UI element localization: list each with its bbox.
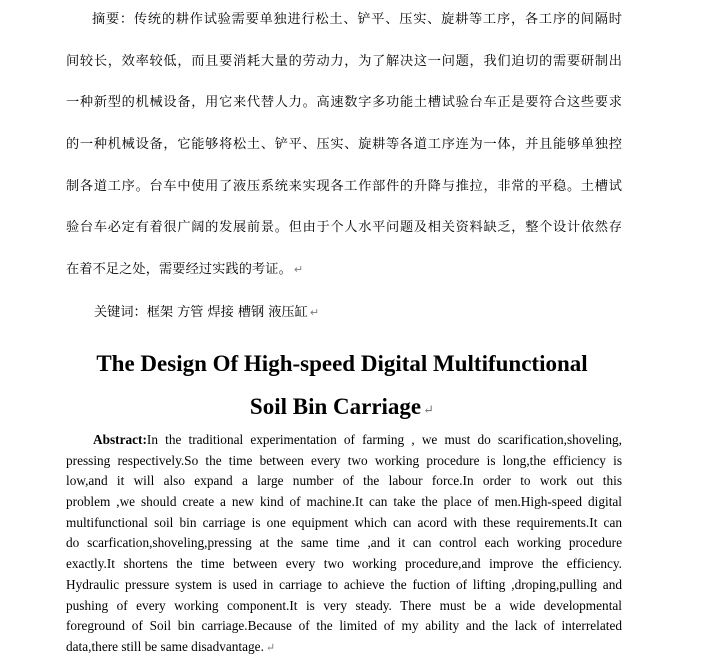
en-abstract-line-text: In the traditional experimentation of farming , we must do scarification,shoveling, [146, 432, 622, 447]
cn-abstract-line: 一种新型的机械设备，用它来代替人力。高速数字多功能土槽试验台车正是要符合这些要求 [66, 95, 622, 111]
abstract-label: Abstract: [93, 432, 147, 447]
keyword: 槽钢 [237, 305, 265, 320]
english-title-line-1: The Design Of High-speed Digital Multifunctional [96, 351, 588, 376]
en-abstract-line: low,and it will also expand a large number of the labour force.In order to work out this [66, 473, 622, 489]
en-abstract-last-line [66, 637, 622, 658]
paragraph-mark: ↵ [293, 263, 304, 277]
cn-abstract-line-text: 在着不足之处，需要经过实践的考证。 [66, 262, 292, 278]
paragraph-mark: ↵ [265, 641, 276, 654]
en-abstract-line: Hydraulic pressure system is used in carriage to achieve the fuction of lifting ,droping,pulling and [66, 576, 622, 592]
en-abstract-line: exactly.It shortens the time between every two working procedure,and improve the efficiency. [66, 556, 622, 572]
cn-abstract-line: 间较长，效率较低，而且要消耗大量的劳动力，为了解决这一问题，我们迫切的需要研制出 [66, 53, 622, 69]
en-abstract-line: pressing respectively.So the time between every two working procedure is long,the efficiency is [66, 452, 622, 468]
en-abstract-line: multifunctional soil bin carriage is one equipment which can acord with these requirements.It can [66, 514, 622, 530]
cn-abstract-line: 验台车必定有着很广阔的发展前景。但由于个人水平问题及相关资料缺乏，整个设计依然存 [66, 220, 622, 236]
keywords-label: 关键词： [94, 305, 147, 320]
paragraph-mark: ↵ [309, 306, 320, 319]
cn-abstract-line: 的一种机械设备，它能够将松土、铲平、压实、旋耕等各道工序连为一体，并且能够单独控 [66, 137, 622, 153]
en-abstract-line: pushing of every working component.It is very steady. There must be a wide developmental [66, 597, 622, 613]
en-abstract-line: do scarfication,shoveling,pressing at the same time ,and it can control each working procedure [66, 535, 622, 551]
en-abstract-line: problem ,we should create a new kind of machine.It can take the place of men.High-speed digital [66, 494, 622, 510]
english-title-text: Soil Bin Carriage [249, 394, 422, 419]
english-abstract [66, 430, 622, 658]
cn-abstract-line: 摘要：传统的耕作试验需要单独进行松土、铲平、压实、旋耕等工序，各工序的间隔时 [92, 12, 622, 27]
chinese-abstract [66, 7, 622, 299]
keyword: 焊接 [207, 305, 234, 320]
keywords-line [94, 303, 319, 323]
cn-abstract-last-line [66, 257, 622, 299]
keyword: 框架 [146, 305, 174, 320]
paragraph-mark: ↵ [423, 402, 435, 417]
keyword: 方管 [177, 305, 204, 320]
en-abstract-line-text: data,there still be same disadvantage. [66, 638, 264, 654]
en-abstract-line: foreground of Soil bin carriage.Because of the limited of my ability and the lack of interrelated [66, 618, 622, 634]
cn-abstract-line: 制各道工序。台车中使用了液压系统来实现各工作部件的升降与推拉，非常的平稳。土槽试 [66, 178, 622, 194]
en-abstract-line [66, 430, 622, 451]
keyword: 液压缸 [268, 305, 308, 320]
english-title-line-2 [60, 393, 624, 424]
